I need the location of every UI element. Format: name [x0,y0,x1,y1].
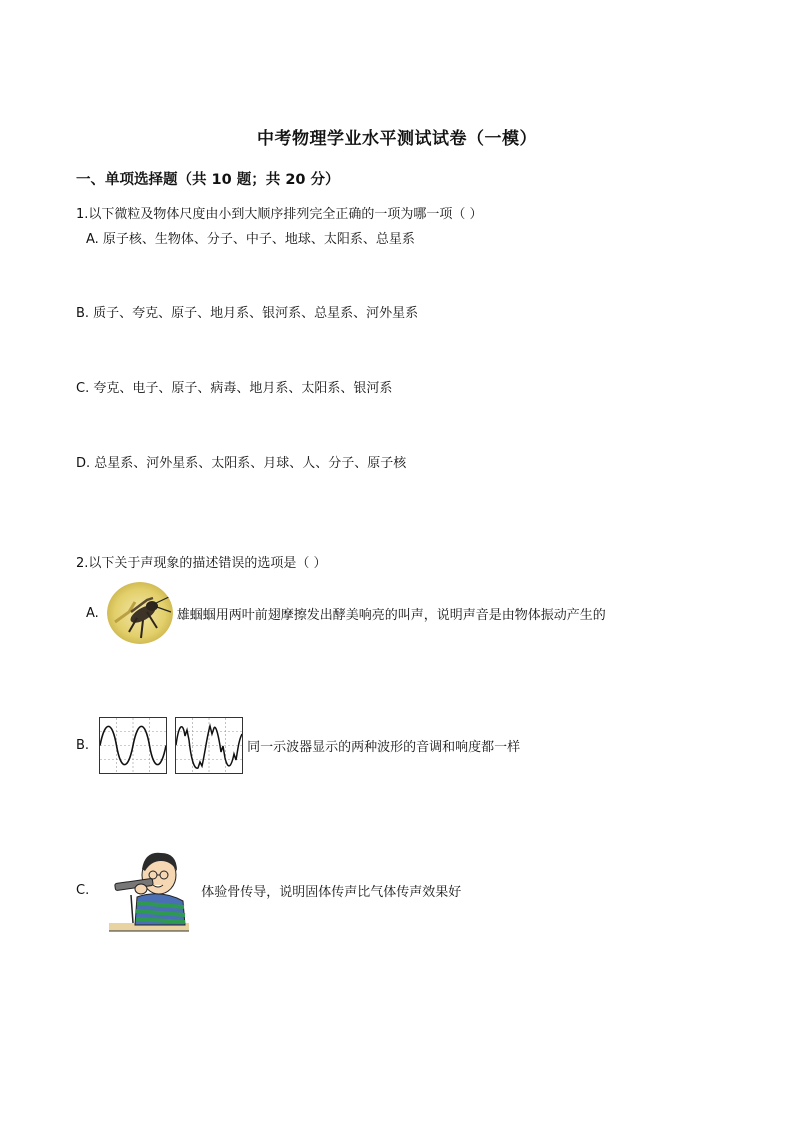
q2-option-c [76,845,461,935]
waveform-screen-left [99,717,167,774]
q2-option-b [76,717,520,774]
q2-option-b-letter: B. [76,738,90,753]
boy-bone-conduction [101,845,197,935]
q2-option-a-text: 雄蝈蝈用两叶前翅摩擦发出酵美响亮的叫声，说明声音是由物体振动产生的 [176,607,606,623]
section-heading: 一、单项选择题（共 10 题；共 20 分） [76,172,340,188]
q1-option-a: A. 原子核、生物体、分子、中子、地球、太阳系、总星系 [86,232,415,247]
q1-option-b: B. 质子、夸克、原子、地月系、银河系、总星系、河外星系 [76,306,419,321]
waveform-screen-right [175,717,243,774]
q2-option-a-letter: A. [86,605,99,621]
q2-option-a [86,582,606,644]
q2-option-c-letter: C. [76,882,90,898]
q1-option-d: D. 总星系、河外星系、太阳系、月球、人、分子、原子核 [76,456,407,471]
cricket-picture [107,582,173,644]
q2-option-b-text: 同一示波器显示的两种波形的音调和响度都一样 [247,740,521,755]
q2-option-c-text: 体验骨传导，说明固体传声比气体传声效果好 [201,884,462,900]
question-1-stem: 1.以下微粒及物体尺度由小到大顺序排列完全正确的一项为哪一项（ ） [76,207,483,222]
oscilloscope-waveforms [99,717,243,774]
exam-title: 中考物理学业水平测试试卷（一模） [257,129,537,149]
question-2-stem: 2.以下关于声现象的描述错误的选项是（ ） [76,556,327,571]
q1-option-c: C. 夸克、电子、原子、病毒、地月系、太阳系、银河系 [76,381,393,396]
